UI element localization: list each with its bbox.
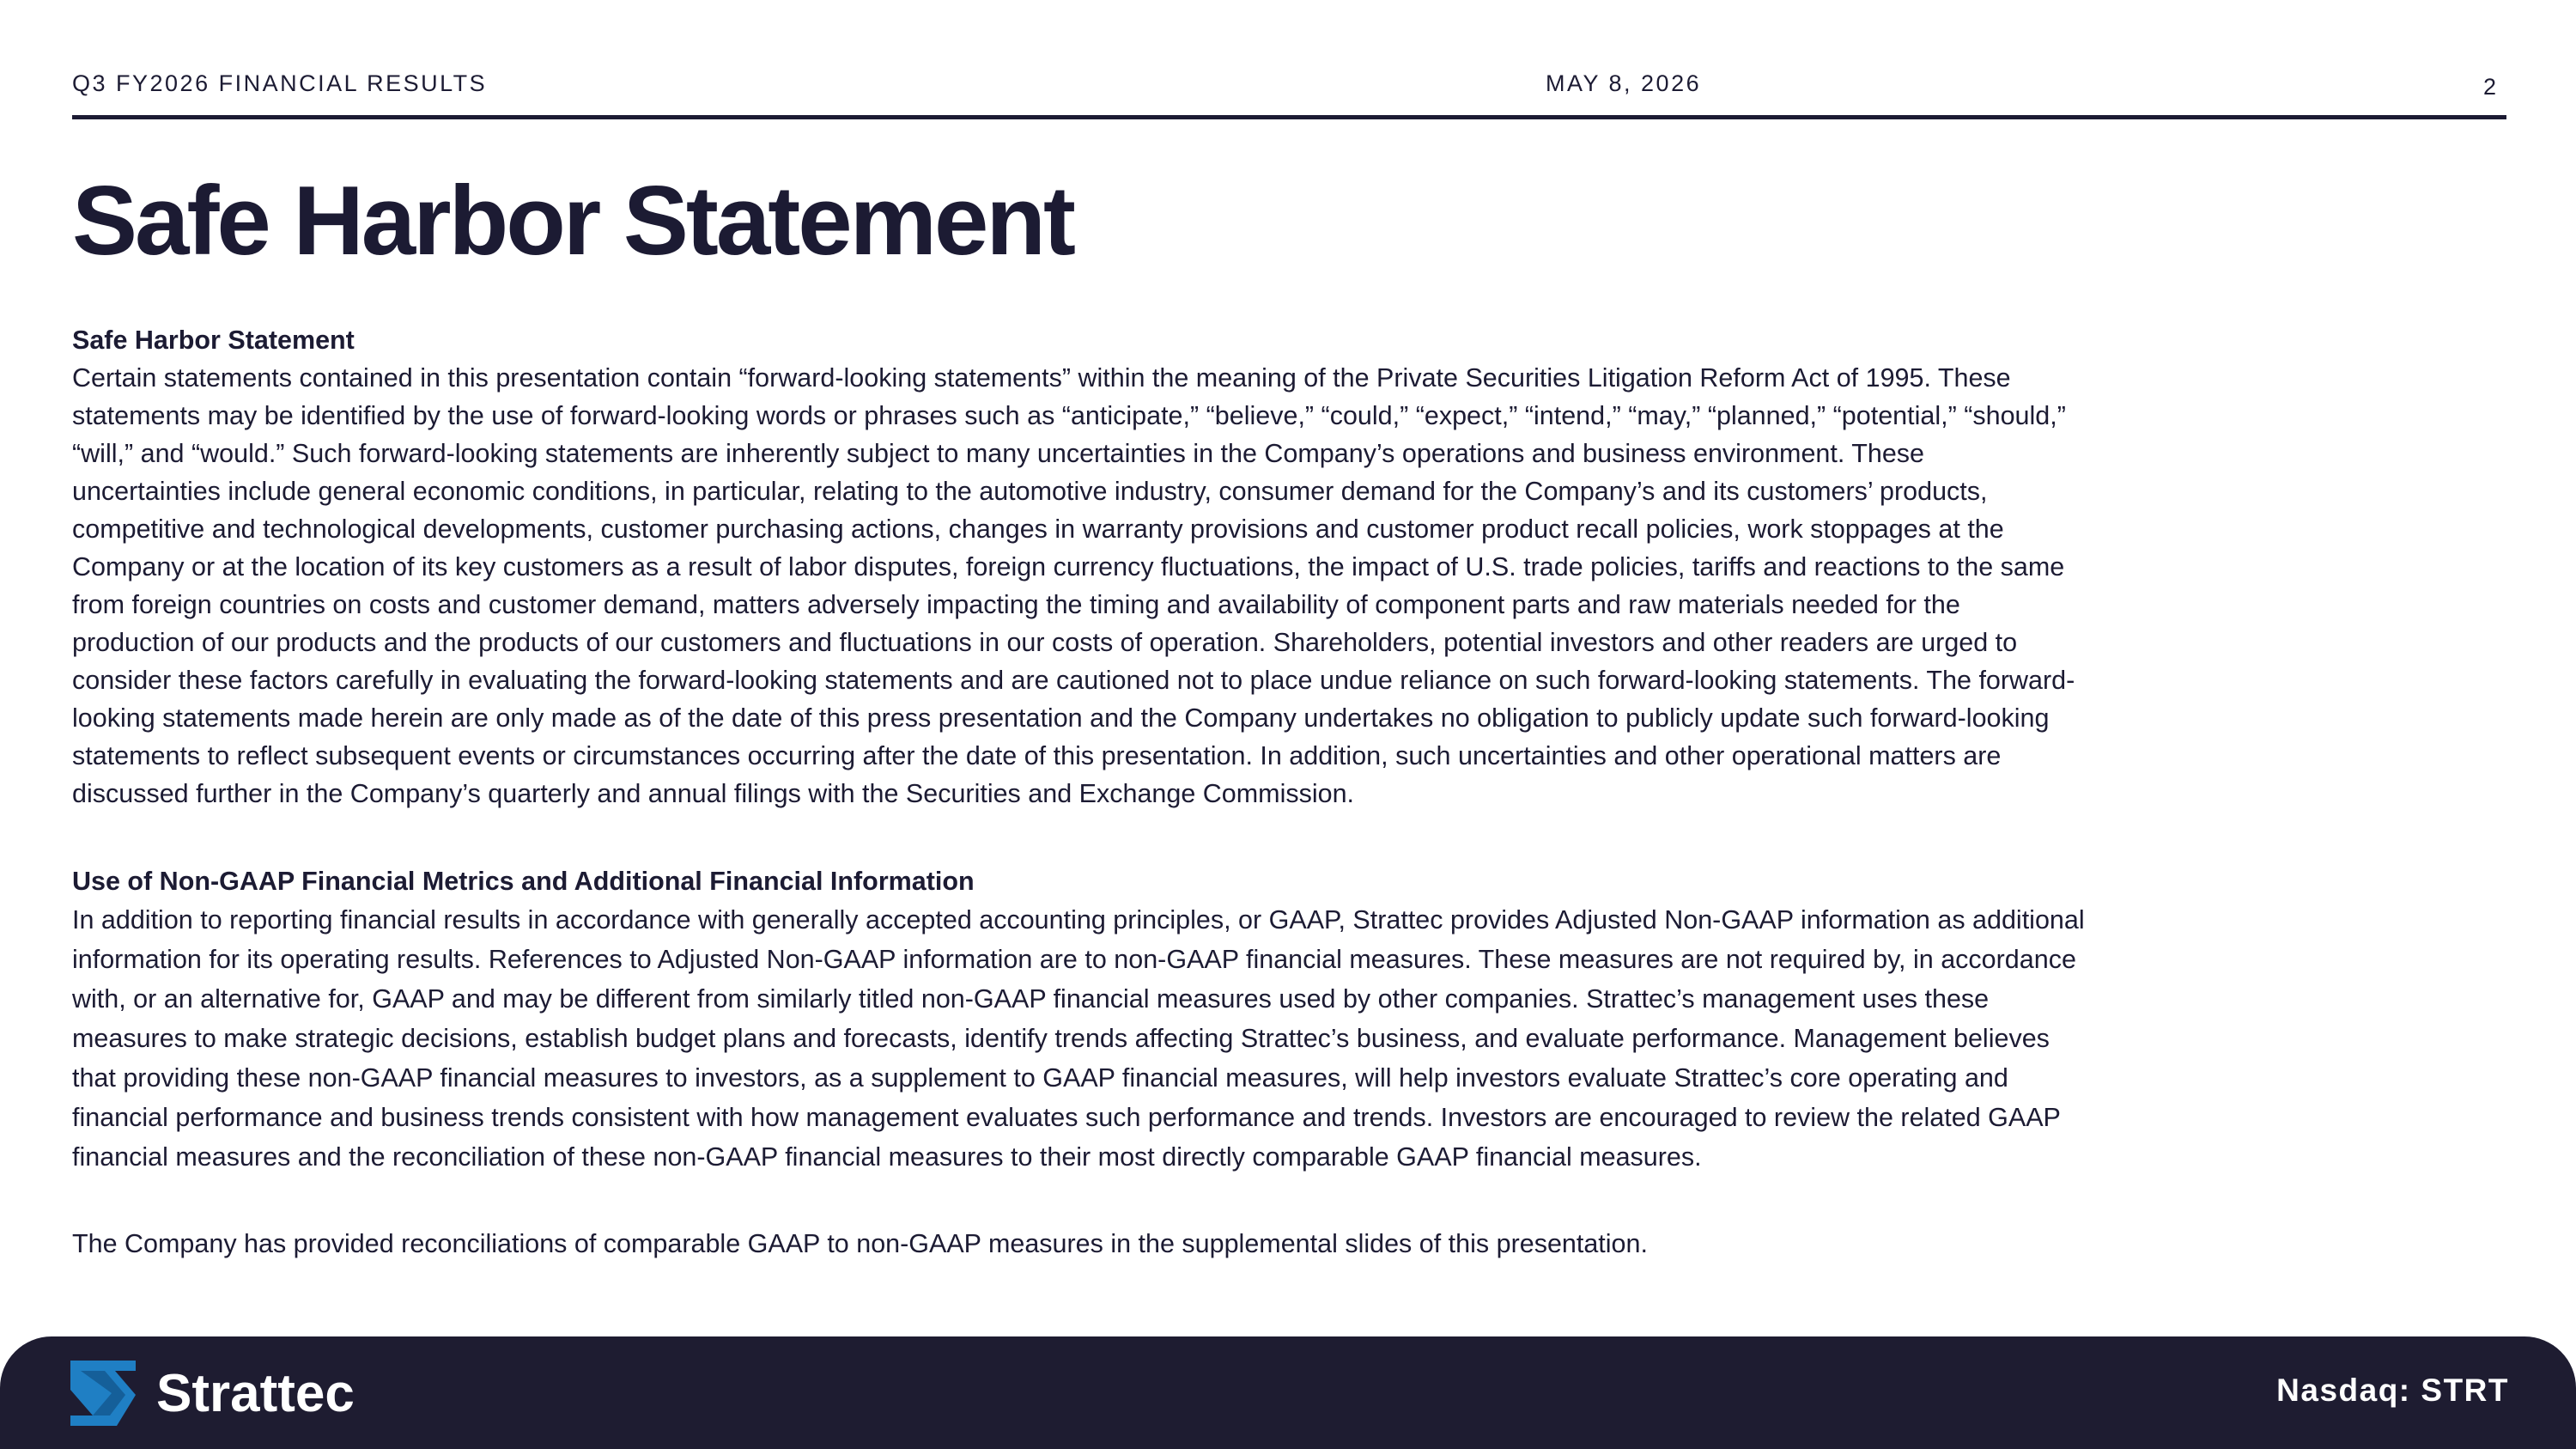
text-line: measures to make strategic decisions, establish budget plans and forecasts, identify trends affecting Strattec’s business, and evaluate performance. Management believes (72, 1024, 2050, 1053)
text-line: statements may be identified by the use of forward-looking words or phrases such as “anticipate,” “believe,” “could,” “expect,” “intend,” “may,” “planned,” “potential,” “should,” (72, 401, 2066, 430)
safe-harbor-section (72, 321, 2339, 813)
footer-bar (0, 1336, 2576, 1449)
section-text (72, 900, 2339, 1177)
presentation-title: Q3 FY2026 FINANCIAL RESULTS (72, 70, 488, 96)
text-line: Company or at the location of its key customers as a result of labor disputes, foreign currency fluctuations, the impact of U.S. trade policies, tariffs and reactions to the same (72, 552, 2065, 581)
section-heading: Use of Non-GAAP Financial Metrics and Additional Financial Information (72, 867, 975, 896)
section-text (72, 359, 2339, 813)
page-title: Safe Harbor Statement (72, 167, 1074, 276)
text-line: production of our products and the products of our customers and fluctuations in our costs of operation. Shareholders, potential investors and other readers are urged to (72, 628, 2018, 657)
text-line: financial measures and the reconciliation of these non-GAAP financial measures to their most directly comparable GAAP financial measures. (72, 1142, 1702, 1172)
text-line: uncertainties include general economic conditions, in particular, relating to the automotive industry, consumer demand for the Company’s and its customers’ products, (72, 477, 1988, 506)
text-line: statements to reflect subsequent events or circumstances occurring after the date of this presentation. In addition, such uncertainties and other operational matters are (72, 741, 2002, 770)
text-line: “will,” and “would.” Such forward-looking statements are inherently subject to many uncertainties in the Company’s operations and business environment. These (72, 439, 1925, 468)
logo-text: Strattec (156, 1363, 355, 1423)
text-line: consider these factors carefully in evaluating the forward-looking statements and are cautioned not to place undue reliance on such forward-looking statements. The forward- (72, 666, 2075, 695)
non-gaap-section (72, 862, 2339, 1177)
text-line: discussed further in the Company’s quarterly and annual filings with the Securities and Exchange Commission. (72, 779, 1355, 808)
text-line: looking statements made herein are only made as of the date of this press presentation and the Company undertakes no obligation to publicly update such forward-looking (72, 703, 2050, 733)
text-line: In addition to reporting financial results in accordance with generally accepted accounting principles, or GAAP, Strattec provides Adjusted Non-GAAP information as additional (72, 905, 2085, 935)
header-divider (72, 115, 2506, 119)
text-line: competitive and technological developments, customer purchasing actions, changes in warranty provisions and customer product recall policies, work stoppages at the (72, 514, 2004, 544)
text-line: Certain statements contained in this presentation contain “forward-looking statements” within the meaning of the Private Securities Litigation Reform Act of 1995. These (72, 363, 2011, 393)
text-line: financial performance and business trends consistent with how management evaluates such performance and trends. Investors are encouraged to review the related GAAP (72, 1103, 2061, 1132)
stock-ticker: Nasdaq: STRT (2276, 1373, 2509, 1408)
presentation-date: MAY 8, 2026 (1546, 70, 1702, 96)
document-body (72, 321, 2339, 1263)
text-line: information for its operating results. References to Adjusted Non-GAAP information are to non-GAAP financial measures. These measures are not required by, in accordance (72, 945, 2076, 974)
text-line: that providing these non-GAAP financial measures to investors, as a supplement to GAAP financial measures, will help investors evaluate Strattec’s core operating and (72, 1063, 2008, 1093)
text-line: from foreign countries on costs and customer demand, matters adversely impacting the timing and availability of component parts and raw materials needed for the (72, 590, 1960, 619)
text-line: with, or an alternative for, GAAP and may be different from similarly titled non-GAAP financial measures used by other companies. Strattec’s management uses these (72, 984, 1990, 1014)
page-number: 2 (2482, 74, 2496, 100)
closing-note: The Company has provided reconciliations of comparable GAAP to non-GAAP measures in the supplemental slides of this presentation. (72, 1229, 1648, 1258)
section-heading: Safe Harbor Statement (72, 326, 355, 355)
strattec-logo (67, 1359, 355, 1428)
strattec-logo-icon (67, 1359, 137, 1428)
